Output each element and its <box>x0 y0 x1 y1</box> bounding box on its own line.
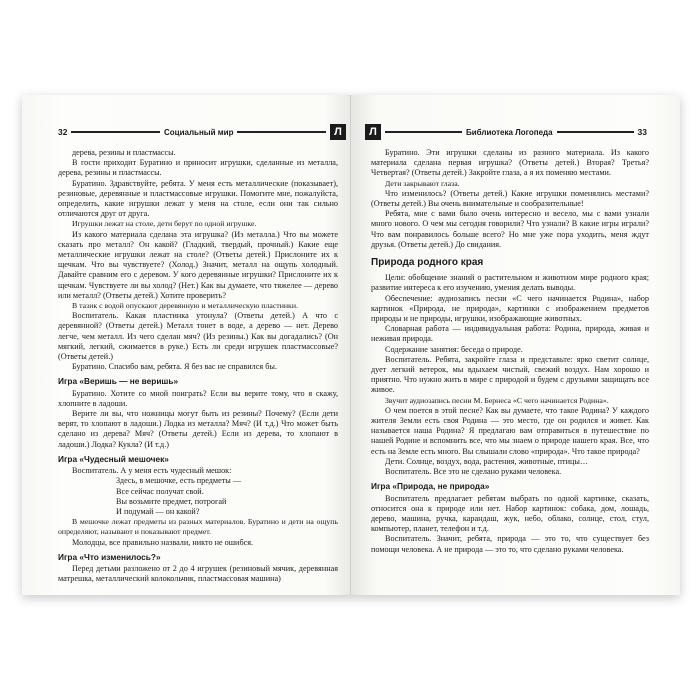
right-page-header <box>365 123 647 141</box>
stage-direction: Игрушки лежат на столе, дети берут по одной игрушке. <box>72 219 257 229</box>
stage-direction: В мешочке лежат предметы из разных материалов. Буратино и дети на ощупь определяют, называют и показывают предмет. <box>58 517 338 537</box>
section-heading: Игра «Что изменилось?» <box>58 551 161 562</box>
right-page <box>351 95 680 595</box>
paragraph: дерева, резины и пластмассы. <box>72 148 176 157</box>
right-page-number: 33 <box>637 127 647 137</box>
paragraph: Буратино. Спасибо вам, ребята. Я без вас не справился бы. <box>72 362 277 372</box>
verse-line: И подумай — он какой? <box>116 506 200 516</box>
left-page-number: 32 <box>58 127 68 137</box>
paragraph: Воспитатель. Ребята, закройте глаза и представьте: ярко светит солнце, дует легкий ветерок, мы вдыхаем чистый, свежий воздух. Нам хорошо и приятно. Что нужно жить в мире с природой и будем с друзьями защищать все живое. <box>371 354 649 395</box>
paragraph: Перед детьми разложено от 2 до 4 игрушек (резиновый мячик, деревянная матрешка, металлический колокольчик, пластмассовая машина) <box>58 563 338 584</box>
left-header-title: Социальный мир <box>164 127 234 137</box>
paragraph: О чем поется в этой песне? Как вы думаете, что такое Родина? У каждого жителя Земли есть своя Родина — это место, где он родился и живет. Как называется наша Родина? Я предлагаю вам отправиться в путешествие по нашей Родине и вспомнить все, что мы знаем о природе нашего края. Все, что есть на Земле есть много. Вы слышали слово «природа». Что такое природа? <box>371 405 649 456</box>
paragraph: Воспитатель. Все это не сделано руками человека. <box>385 467 562 477</box>
right-page-text <box>371 148 649 555</box>
verse-line: Вы возьмите предмет, потрогай <box>116 496 227 506</box>
paragraph: Верите ли вы, что ножницы могут быть из резины? Почему? (Если дети верят, то хлопают в ладоши.) Лодка из металла? Мяч? (И т.д.) Что может быть сделано из дерева? Мяч? (Ответы детей.) Если из дерева, то хлопают в ладоши.) Лодка? Кукла? (И т.д.) <box>58 409 338 449</box>
series-logo-icon: Л <box>365 124 381 140</box>
paragraph: Содержание занятия: беседа о природе. <box>385 344 523 354</box>
paragraph: Воспитатель предлагает ребятам выбрать по одной картинке, сказать, относится она к природе или нет. Набор картинок: собака, дом, лошадь, дерево, машина, ручка, карандаш, жук, небо, облако, солнце, стол, стул, компьютер, планет, телефон и т.д. <box>371 493 649 534</box>
paragraph: Обеспечение: аудиозапись песни «С чего начинается Родина», набор картинок «Природа, не природа», картинки с изображением предметов природы и не природы, игрушки, изображающие животных. <box>371 293 649 324</box>
paragraph: Буратино. Хотите со мной поиграть? Если вы верите тому, что я скажу, хлопните в ладоши. <box>58 388 338 408</box>
series-logo-icon: Л <box>330 124 346 140</box>
paragraph: Буратино. Здравствуйте, ребята. У меня есть металлические (показывает), резиновые, деревянные и пластмассовые игрушки. Помогите мне, пожалуйста, определить, какие игрушки лежат у меня на столе, если они так сильно отличаются друг от друга. <box>58 178 338 219</box>
stage-direction: В тазик с водой опускают деревянную и металлическую пластинки. <box>72 301 298 311</box>
section-heading: Игра «Веришь — не веришь» <box>58 376 179 387</box>
right-header-title: Библиотека Логопеда <box>465 127 553 137</box>
left-page-text <box>58 148 338 584</box>
paragraph: Молодцы, все правильно назвали, никто не ошибся. <box>72 537 254 547</box>
section-heading: Игра «Природа, не природа» <box>371 481 490 492</box>
paragraph: Воспитатель. Значит, ребята, природа — это то, что существует без помощи человека. А не природа — это то, что сделано руками человека. <box>371 534 649 554</box>
verse-line: Здесь, в мешочке, есть предметы — <box>116 476 242 486</box>
paragraph: Цели: обобщение знаний о растительном и животном мире родного края; развитие интереса к его изучению, умения делать выводы. <box>371 273 649 293</box>
stage-direction: Дети закрывают глаза. <box>385 178 460 188</box>
paragraph: Дети. Солнце, воздух, вода, растения, животные, птицы… <box>385 456 589 466</box>
left-page-header <box>58 123 346 141</box>
paragraph: Воспитатель. А у меня есть чудесный мешок: <box>72 466 232 476</box>
paragraph: Ребята, мне с вами было очень интересно и весело, мы с вами узнали много нового. О чем мы сегодня говорили? Что узнали? В какие игры играли? Что вам понравилось больше всего? Но мне уже пора уходить, меня ждут друзья. (Ответы детей.) До свидания. <box>371 209 649 249</box>
open-book <box>22 95 680 595</box>
chapter-heading: Природа родного края <box>371 257 484 269</box>
paragraph: Что изменилось? (Ответы детей.) Какие игрушки поменялись местами? (Ответы детей.) Вы очень внимательные и сообразительные! <box>371 188 649 209</box>
header-rule <box>237 131 326 133</box>
paragraph: Словарная работа — индивидуальная работа: Родина, природа, живая и неживая природа. <box>371 324 649 344</box>
header-rule <box>71 131 160 133</box>
left-page <box>22 95 351 595</box>
paragraph: Из какого материала сделана эта игрушка? (Из металла.) Что вы можете сказать про металл? Он какой? (Гладкий, твердый, прочный.) Какие еще металлические игрушки лежат на столе? (Ответы детей.) Прислоните их к щечкам. Что вы чувствуете? (Холод.) Значит, металл на ощупь холодный. Давайте сравним его с деревом. У кого деревянные игрушки? Прислоните их к щечкам. Чувствуете ли вы холод? (Нет.) Как вы думаете, что тяжелее — дерево или металл? (Ответы детей.) Хотите проверить? <box>58 229 338 300</box>
stage-direction: Звучит аудиозапись песни М. Бернеса «С чего начинается Родина». <box>385 395 609 405</box>
header-rule <box>557 131 634 133</box>
paragraph: Буратино. Эти игрушки сделаны из разного материала. Из какого материала сделана первая игрушка? (Ответы детей.) Вторая? Третья? Четвертая? (Ответы детей.) Закройте глаза, а я их поменяю местами. <box>371 148 649 178</box>
header-rule <box>385 131 462 133</box>
section-heading: Игра «Чудесный мешочек» <box>58 453 169 464</box>
paragraph: Воспитатель. Какая пластинка утонула? (Ответы детей.) А что с деревянной? (Ответы детей.) Металл тонет в воде, а дерево — нет. Дерево легче, чем металл. Из чего сделан мяч? (Из резины.) Как вы догадались? (Он мягкий, легкий, сжимается в руке.) Есть ли среди игрушек пластмассовые? (Ответы детей.) <box>58 311 338 362</box>
verse-line: Все сейчас получат свой. <box>116 486 204 496</box>
paragraph: В гости приходит Буратино и приносит игрушки, сделанные из металла, дерева, резины и пластмассы. <box>58 158 338 178</box>
